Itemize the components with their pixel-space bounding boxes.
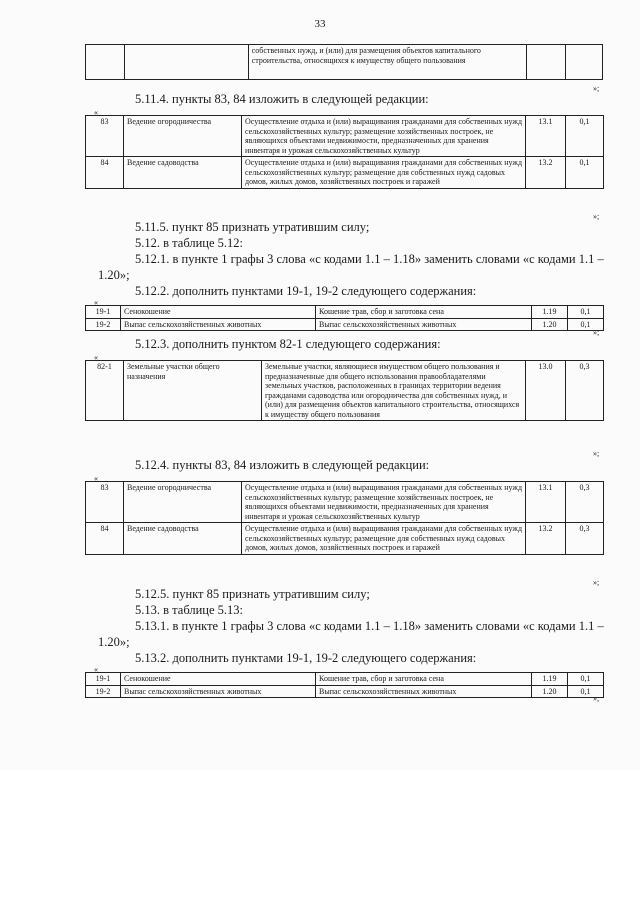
row-coefficient: 0,1 bbox=[566, 116, 604, 157]
table-cell: собственных нужд, и (или) для размещения объектов капитального строительства, относящихся к имуществу общего пользования bbox=[248, 45, 526, 80]
row-code: 13.1 bbox=[526, 116, 566, 157]
row-coefficient: 0,1 bbox=[568, 318, 604, 331]
row-name: Земельные участки общего назначения bbox=[124, 361, 262, 421]
page-number: 33 bbox=[314, 18, 326, 30]
row-coefficient: 0,1 bbox=[566, 157, 604, 189]
row-number: 82-1 bbox=[86, 361, 124, 421]
table-row bbox=[86, 116, 604, 157]
open-quote: « bbox=[94, 353, 98, 362]
open-quote: « bbox=[94, 108, 98, 117]
row-description: Кошение трав, сбор и заготовка сена bbox=[316, 673, 532, 686]
row-name: Выпас сельскохозяйственных животных bbox=[121, 318, 316, 331]
table-row bbox=[86, 157, 604, 189]
row-name: Ведение огородничества bbox=[124, 482, 242, 523]
close-quote: »; bbox=[593, 578, 600, 587]
row-code: 13.2 bbox=[526, 523, 566, 555]
table-row bbox=[86, 361, 604, 421]
row-number: 19-2 bbox=[86, 318, 121, 331]
open-quote: « bbox=[94, 474, 98, 483]
row-number: 19-1 bbox=[86, 673, 121, 686]
row-number: 19-2 bbox=[86, 685, 121, 698]
table-row bbox=[86, 523, 604, 555]
table-row bbox=[86, 318, 604, 331]
row-number: 83 bbox=[86, 116, 124, 157]
table-cell bbox=[526, 45, 565, 80]
row-code: 13.1 bbox=[526, 482, 566, 523]
open-quote: « bbox=[94, 298, 98, 307]
row-description: Осуществление отдыха и (или) выращивания гражданами для собственных нужд сельскохозяйственных культур; размещение для собственных нужд садовых домов, жилых домов, хозяйственных построек и гаражей bbox=[242, 523, 526, 555]
row-description: Осуществление отдыха и (или) выращивания гражданами для собственных нужд сельскохозяйственных культур; размещение хозяйственных построек, не являющихся объектами недвижимости, предназначенных для хранения инвентаря и урожая сельскохозяйственных культур bbox=[242, 116, 526, 157]
row-name: Сенокошение bbox=[121, 306, 316, 319]
table-cell bbox=[125, 45, 249, 80]
table-row bbox=[86, 482, 604, 523]
table-cell bbox=[565, 45, 602, 80]
table-83-84-second bbox=[85, 481, 604, 555]
row-code: 1.19 bbox=[532, 306, 568, 319]
row-coefficient: 0,1 bbox=[568, 685, 604, 698]
row-code: 1.19 bbox=[532, 673, 568, 686]
table-row bbox=[86, 45, 603, 80]
paragraph-5-12-1: 5.12.1. в пункте 1 графы 3 слова «с кодами 1.1 – 1.18» заменить словами «с кодами 1.1 – 1.20»; bbox=[98, 252, 604, 282]
table-row bbox=[86, 306, 604, 319]
close-quote: »; bbox=[593, 212, 600, 221]
row-number: 83 bbox=[86, 482, 124, 523]
row-code: 1.20 bbox=[532, 318, 568, 331]
close-quote: »; bbox=[593, 84, 600, 93]
table-cell bbox=[86, 45, 125, 80]
row-name: Ведение огородничества bbox=[124, 116, 242, 157]
row-number: 19-1 bbox=[86, 306, 121, 319]
close-quote: »; bbox=[593, 694, 600, 703]
row-coefficient: 0,3 bbox=[566, 523, 604, 555]
paragraph-5-11-4: 5.11.4. пункты 83, 84 изложить в следующей редакции: bbox=[135, 92, 429, 106]
close-quote: »; bbox=[593, 449, 600, 458]
paragraph-5-13-2: 5.13.2. дополнить пунктами 19-1, 19-2 следующего содержания: bbox=[135, 651, 477, 665]
paragraph-5-12-5: 5.12.5. пункт 85 признать утратившим силу; bbox=[135, 587, 370, 601]
row-code: 13.0 bbox=[526, 361, 566, 421]
row-description: Кошение трав, сбор и заготовка сена bbox=[316, 306, 532, 319]
table-row bbox=[86, 685, 604, 698]
row-name: Сенокошение bbox=[121, 673, 316, 686]
row-name: Выпас сельскохозяйственных животных bbox=[121, 685, 316, 698]
paragraph-5-13-1: 5.13.1. в пункте 1 графы 3 слова «с кодами 1.1 – 1.18» заменить словами «с кодами 1.1 – 1.20»; bbox=[98, 619, 604, 649]
paragraph-5-12-2: 5.12.2. дополнить пунктами 19-1, 19-2 следующего содержания: bbox=[135, 284, 477, 298]
row-coefficient: 0,3 bbox=[566, 482, 604, 523]
row-description: Осуществление отдыха и (или) выращивания гражданами для собственных нужд сельскохозяйственных культур; размещение для собственных нужд садовых домов, жилых домов, хозяйственных построек и гаражей bbox=[242, 157, 526, 189]
row-coefficient: 0,3 bbox=[566, 361, 604, 421]
page-bottom-margin bbox=[0, 770, 640, 905]
table-19-second bbox=[85, 672, 604, 698]
row-description: Земельные участки, являющиеся имуществом общего пользования и предназначенные для общего использования правообладателями земельных участков, расположенных в границах территории ведения гражданами садоводства или огородничества для собственных нужд, и (или) для размещения объектов капитального строительства, относящихся к имуществу общего пользования bbox=[262, 361, 526, 421]
close-quote: »; bbox=[593, 328, 600, 337]
row-number: 84 bbox=[86, 157, 124, 189]
row-name: Ведение садоводства bbox=[124, 157, 242, 189]
table-83-84-first bbox=[85, 115, 604, 189]
paragraph-5-13: 5.13. в таблице 5.13: bbox=[135, 603, 244, 617]
row-name: Ведение садоводства bbox=[124, 523, 242, 555]
open-quote: « bbox=[94, 665, 98, 674]
row-code: 13.2 bbox=[526, 157, 566, 189]
table-82-1 bbox=[85, 360, 604, 421]
row-description: Выпас сельскохозяйственных животных bbox=[316, 318, 532, 331]
paragraph-5-12-3: 5.12.3. дополнить пунктом 82-1 следующего содержания: bbox=[135, 337, 441, 351]
row-coefficient: 0,1 bbox=[568, 306, 604, 319]
paragraph-5-11-5: 5.11.5. пункт 85 признать утратившим силу; bbox=[135, 220, 370, 234]
row-coefficient: 0,1 bbox=[568, 673, 604, 686]
row-description: Осуществление отдыха и (или) выращивания гражданами для собственных нужд сельскохозяйственных культур; размещение хозяйственных построек, не являющихся объектами недвижимости, предназначенных для хранения инвентаря и урожая сельскохозяйственных культур bbox=[242, 482, 526, 523]
paragraph-5-12-4: 5.12.4. пункты 83, 84 изложить в следующей редакции: bbox=[135, 458, 430, 472]
row-description: Выпас сельскохозяйственных животных bbox=[316, 685, 532, 698]
row-number: 84 bbox=[86, 523, 124, 555]
paragraph-5-12: 5.12. в таблице 5.12: bbox=[135, 236, 244, 250]
row-code: 1.20 bbox=[532, 685, 568, 698]
table-row bbox=[86, 673, 604, 686]
top-continuation-table bbox=[85, 44, 603, 80]
table-19-first bbox=[85, 305, 604, 331]
